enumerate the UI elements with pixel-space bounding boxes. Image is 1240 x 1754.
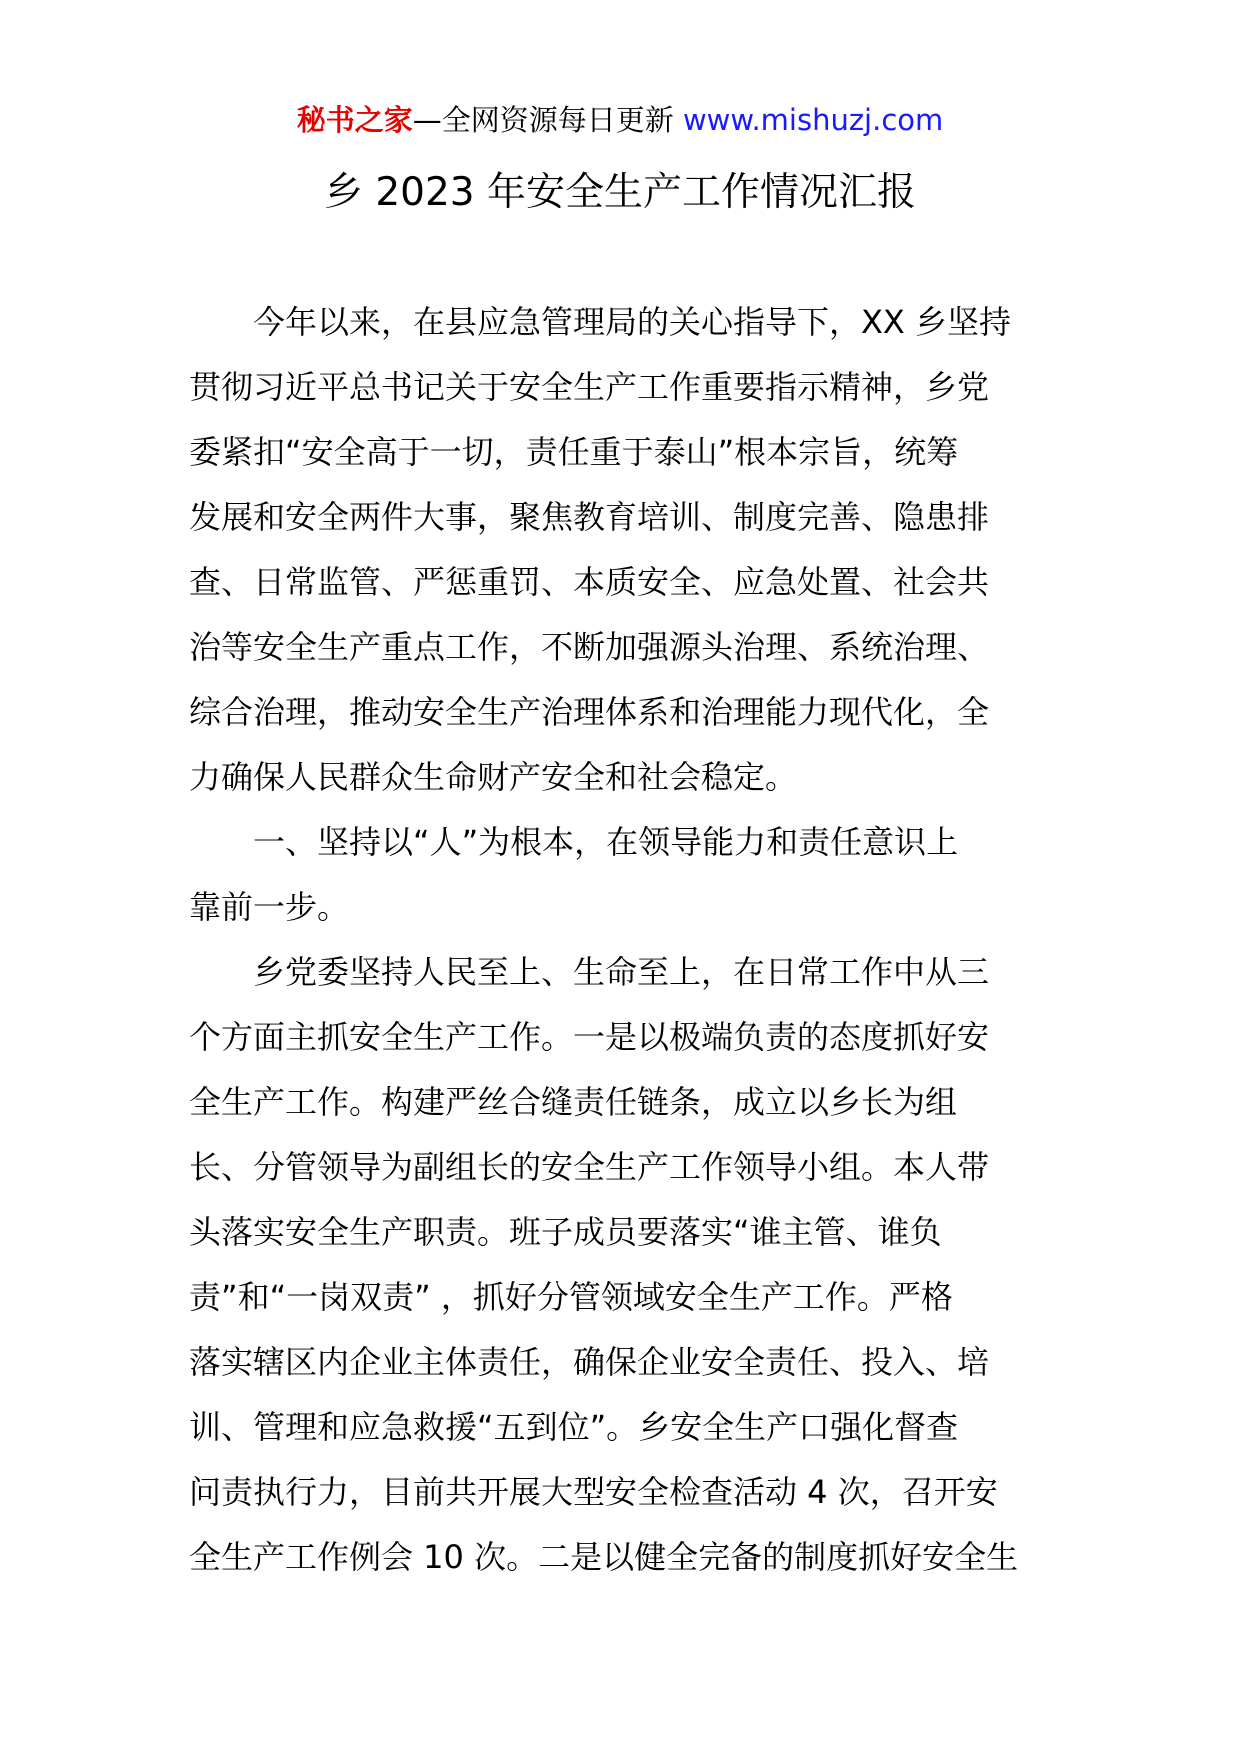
paragraph-1-line: 今年以来，在县应急管理局的关心指导下，XX 乡坚持	[253, 303, 1012, 341]
paragraph-2-line: 责”和“一岗双责” ，抓好分管领域安全生产工作。严格	[189, 1278, 953, 1316]
site-url-link[interactable]: www.mishuzj.com	[682, 103, 944, 137]
brand-name: 秘书之家	[296, 103, 413, 137]
paragraph-2-line: 头落实安全生产职责。班子成员要落实“谁主管、谁负	[189, 1213, 942, 1251]
document-body	[189, 290, 1061, 1590]
section-heading-line: 靠前一步。	[189, 888, 350, 926]
paragraph-2-line: 问责执行力，目前共开展大型安全检查活动 4 次，召开安	[189, 1473, 998, 1511]
paragraph-1-line: 综合治理，推动安全生产治理体系和治理能力现代化，全	[189, 693, 990, 731]
paragraph-1-line: 委紧扣“安全高于一切，责任重于泰山”根本宗旨，统筹	[189, 433, 959, 471]
paragraph-1-line: 力确保人民群众生命财产安全和社会稳定。	[189, 758, 798, 796]
paragraph-1-line: 治等安全生产重点工作，不断加强源头治理、系统治理、	[189, 628, 990, 666]
paragraph-2-line: 训、管理和应急救援“五到位”。乡安全生产口强化督查	[189, 1408, 959, 1446]
paragraph-2-line: 落实辖区内企业主体责任，确保企业安全责任、投入、培	[189, 1343, 990, 1381]
paragraph-2-line: 全生产工作。构建严丝合缝责任链条，成立以乡长为组	[189, 1083, 958, 1121]
paragraph-1-line: 发展和安全两件大事，聚焦教育培训、制度完善、隐患排	[189, 498, 990, 536]
brand-slogan: —全网资源每日更新	[412, 103, 674, 137]
paragraph-2-line: 长、分管领导为副组长的安全生产工作领导小组。本人带	[189, 1148, 990, 1186]
paragraph-1-line: 贯彻习近平总书记关于安全生产工作重要指示精神，乡党	[189, 368, 990, 406]
paragraph-2-line: 乡党委坚持人民至上、生命至上，在日常工作中从三	[253, 953, 990, 991]
paragraph-1-line: 查、日常监管、严惩重罚、本质安全、应急处置、社会共	[189, 563, 990, 601]
site-header-banner	[0, 100, 1240, 140]
paragraph-2-line: 个方面主抓安全生产工作。一是以极端负责的态度抓好安	[189, 1018, 990, 1056]
paragraph-2-line: 全生产工作例会 10 次。二是以健全完备的制度抓好安全生	[189, 1538, 1019, 1576]
document-title: 乡 2023 年安全生产工作情况汇报	[323, 170, 917, 215]
section-heading-line: 一、坚持以“人”为根本，在领导能力和责任意识上	[253, 823, 959, 861]
